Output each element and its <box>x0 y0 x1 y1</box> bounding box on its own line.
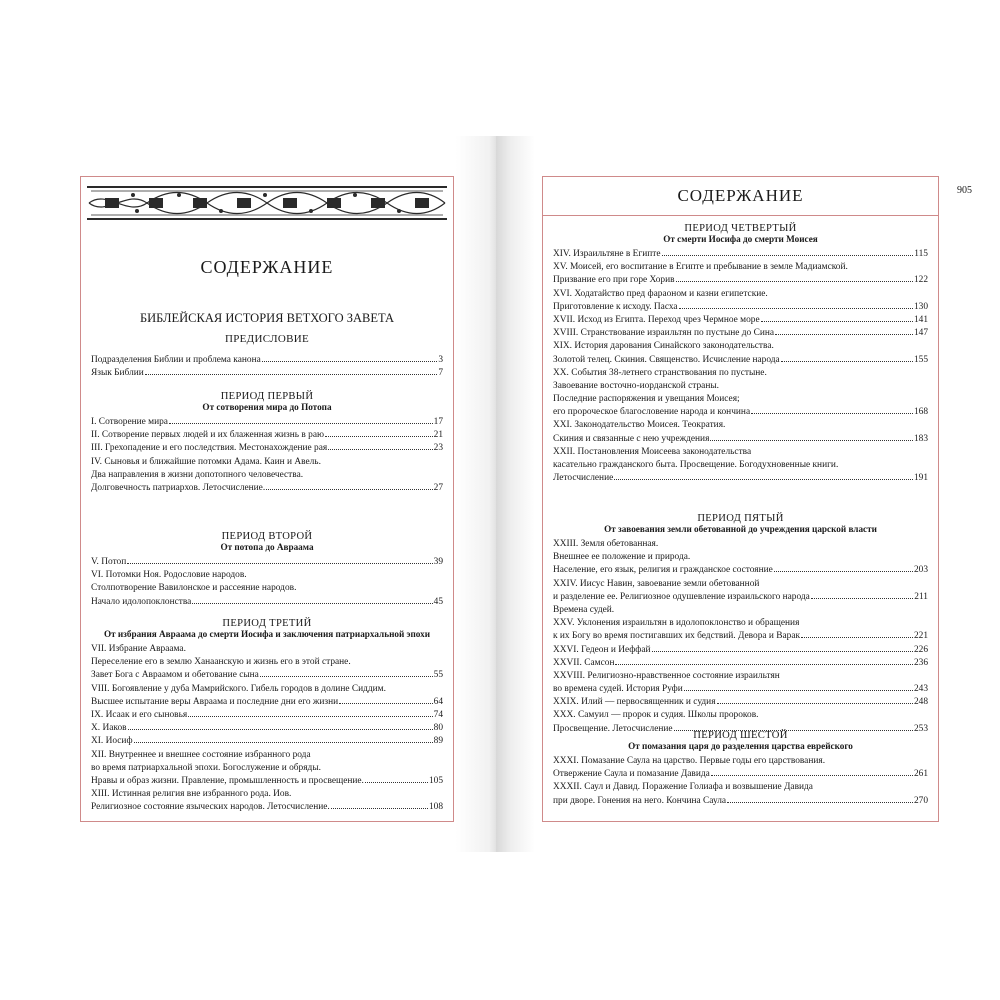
toc-entry[interactable]: XVIII. Странствование израильтян по пустыне до Сина 147 <box>553 328 928 339</box>
toc-entry[interactable]: I. Сотворение мира 17 <box>91 417 443 427</box>
toc-entry[interactable]: его пророческое благословение народа и кончина 168 <box>553 407 928 418</box>
section-preface <box>91 333 443 380</box>
toc-entry[interactable]: XVII. Исход из Египта. Переход чрез Чермное море 141 <box>553 314 928 325</box>
toc-entry[interactable]: во время патриархальной эпохи. Богослужение и обряды. <box>91 762 321 773</box>
toc-entry[interactable]: XII. Внутреннее и внешнее состояние избранного рода <box>91 749 311 760</box>
running-head <box>543 177 972 216</box>
toc-entry[interactable]: и разделение ее. Религиозное одушевление израильского народа 211 <box>553 591 928 602</box>
toc-entry[interactable]: XXIV. Иисус Навин, завоевание земли обетованной <box>553 578 760 589</box>
section-title: ПРЕДИСЛОВИЕ <box>225 333 309 345</box>
section-period-4 <box>553 223 928 485</box>
toc-entry[interactable]: касательно гражданского быта. Просвещение. Богодухновенные книги. <box>553 460 839 470</box>
section-title: ПЕРИОД ВТОРОЙ <box>221 531 313 542</box>
toc-entry[interactable]: Начало идолопоклонства 45 <box>91 596 443 607</box>
book-title: БИБЛЕЙСКАЯ ИСТОРИЯ ВЕТХОГО ЗАВЕТА <box>139 311 395 325</box>
toc-entry[interactable]: XXXI. Помазание Саула на царство. Первые годы его царствования. <box>553 756 826 766</box>
toc-entry[interactable]: Нравы и образ жизни. Правление, промышленность и просвещение. 105 <box>91 775 443 786</box>
toc-entry[interactable]: Население, его язык, религия и гражданское состояние 203 <box>553 565 928 576</box>
toc-entry[interactable]: Завоевание восточно-иорданской страны. <box>553 380 719 391</box>
toc-entry[interactable]: XXV. Уклонения израильтян в идолопоклонство и обращения <box>553 618 800 629</box>
section-subtitle: От сотворения мира до Потопа <box>202 402 332 412</box>
vine-ornament-icon <box>87 181 447 225</box>
toc-entry[interactable]: XI. Иосиф 89 <box>91 736 443 747</box>
section-title: ПЕРИОД ЧЕТВЕРТЫЙ <box>684 223 797 234</box>
toc-entry[interactable]: Внешнее ее положение и природа. <box>553 552 691 563</box>
toc-entry[interactable]: VI. Потомки Ноя. Родословие народов. <box>91 570 247 581</box>
section-title: ПЕРИОД ТРЕТИЙ <box>222 618 312 629</box>
toc-entry[interactable]: Призвание его при горе Хорив 122 <box>553 275 928 286</box>
section-subtitle: От завоевания земли обетованной до учреждения царской власти <box>604 524 877 534</box>
toc-entry[interactable]: Высшее испытание веры Авраама и последние дни его жизни 64 <box>91 696 443 707</box>
section-subtitle: От помазания царя до разделения царства еврейского <box>628 741 853 751</box>
toc-entry[interactable]: Просвещение. Летосчисление 253 <box>553 723 928 734</box>
section-period-6 <box>553 730 928 808</box>
toc-entry[interactable]: XX. События 38-летнего странствования по пустыне. <box>553 367 767 378</box>
right-page <box>496 136 980 852</box>
page-number: 905 <box>957 185 972 196</box>
ornamental-header-banner <box>87 181 447 225</box>
section-period-5 <box>553 513 928 736</box>
toc-entry[interactable]: XXII. Постановления Моисеева законодательства <box>553 446 752 457</box>
toc-entry[interactable]: XV. Моисей, его воспитание в Египте и пребывание в земле Мадиамской. <box>553 262 848 273</box>
toc-entry[interactable]: Религиозное состояние языческих народов. Летосчисление. 108 <box>91 802 443 813</box>
toc-entry[interactable]: Скиния и связанные с нею учреждения 183 <box>553 433 928 444</box>
left-page <box>20 136 504 852</box>
toc-entry[interactable]: Переселение его в землю Ханаанскую и жизнь его в этой стране. <box>91 657 351 668</box>
toc-entry[interactable]: Времена судей. <box>553 604 615 615</box>
toc-entry[interactable]: Долговечность патриархов. Летосчисление. 27 <box>91 482 443 493</box>
page-title: СОДЕРЖАНИЕ <box>200 257 334 277</box>
section-period-3 <box>91 618 443 814</box>
toc-entry[interactable]: Язык Библии 7 <box>91 368 443 379</box>
toc-entry[interactable]: XXI. Законодательство Моисея. Теократия. <box>553 420 726 431</box>
toc-entry[interactable]: во времена судей. История Руфи 243 <box>553 684 928 695</box>
toc-entry[interactable]: XXVI. Гедеон и Иеффай 226 <box>553 644 928 655</box>
toc-entry[interactable]: XVI. Ходатайство пред фараоном и казни египетские. <box>553 288 768 299</box>
toc-entry[interactable]: XXVIII. Религиозно-нравственное состояние израильтян <box>553 670 780 681</box>
toc-entry[interactable]: XIV. Израильтяне в Египте 115 <box>553 249 928 259</box>
toc-entry[interactable]: к их Богу во время постигавших их бедствий. Девора и Варак 221 <box>553 631 928 642</box>
section-period-1 <box>91 391 443 495</box>
toc-entry[interactable]: IV. Сыновья и ближайшие потомки Адама. Каин и Авель. <box>91 456 321 467</box>
toc-entry[interactable]: X. Иаков 80 <box>91 723 443 734</box>
toc-entry[interactable]: XIII. Истинная религия вне избранного рода. Иов. <box>91 789 292 800</box>
section-subtitle: От смерти Иосифа до смерти Моисея <box>663 234 818 244</box>
toc-entry[interactable]: XIX. История дарования Синайского законодательства. <box>553 341 774 352</box>
section-period-2 <box>91 531 443 609</box>
toc-entry[interactable]: Завет Бога с Авраамом и обетование сына 55 <box>91 670 443 681</box>
toc-entry[interactable]: XXX. Самуил — пророк и судия. Школы пророков. <box>553 710 759 721</box>
toc-entry[interactable]: Отвержение Саула и помазание Давида 261 <box>553 769 928 780</box>
toc-entry[interactable]: Столпотворение Вавилонское и рассеяние народов. <box>91 583 297 594</box>
toc-entry[interactable]: Золотой телец. Скиния. Священство. Исчисление народа 155 <box>553 354 928 365</box>
toc-entry[interactable]: XXVII. Самсон 236 <box>553 657 928 668</box>
section-title: ПЕРИОД ПЯТЫЙ <box>697 513 784 524</box>
section-subtitle: От потопа до Авраама <box>220 542 314 552</box>
toc-entry[interactable]: XXIX. Илий — первосвященник и судия 248 <box>553 697 928 708</box>
toc-entry[interactable]: XXXII. Саул и Давид. Поражение Голиафа и возвышение Давида <box>553 782 813 793</box>
toc-entry[interactable]: Подразделения Библии и проблема канона 3 <box>91 355 443 365</box>
toc-entry[interactable]: Летосчисление 191 <box>553 473 928 484</box>
toc-entry[interactable]: V. Потоп 39 <box>91 557 443 567</box>
toc-entry[interactable]: VII. Избрание Авраама. <box>91 644 186 654</box>
toc-entry[interactable]: Последние распоряжения и увещания Моисея; <box>553 394 740 405</box>
toc-entry[interactable]: III. Грехопадение и его последствия. Местонахождение рая 23 <box>91 443 443 454</box>
section-title: ПЕРИОД ШЕСТОЙ <box>693 730 788 741</box>
toc-entry[interactable]: IX. Исаак и его сыновья 74 <box>91 709 443 720</box>
toc-entry[interactable]: VIII. Богоявление у дуба Мамрийского. Гибель городов в долине Сиддим. <box>91 683 386 694</box>
toc-entry[interactable]: Приготовление к исходу. Пасха 130 <box>553 301 928 312</box>
left-page-frame <box>80 176 454 822</box>
running-head-title: СОДЕРЖАНИЕ <box>677 186 804 205</box>
section-title: ПЕРИОД ПЕРВЫЙ <box>220 391 314 402</box>
right-page-frame <box>542 176 972 822</box>
section-subtitle: От избрания Авраама до смерти Иосифа и заключения патриархальной эпохи <box>103 629 431 639</box>
toc-entry[interactable]: Два направления в жизни допотопного человечества. <box>91 469 304 480</box>
toc-entry[interactable]: XXIII. Земля обетованная. <box>553 539 659 549</box>
toc-entry[interactable]: II. Сотворение первых людей и их блаженная жизнь в раю 21 <box>91 430 443 441</box>
toc-entry[interactable]: при дворе. Гонения на него. Кончина Саула 270 <box>553 795 928 806</box>
